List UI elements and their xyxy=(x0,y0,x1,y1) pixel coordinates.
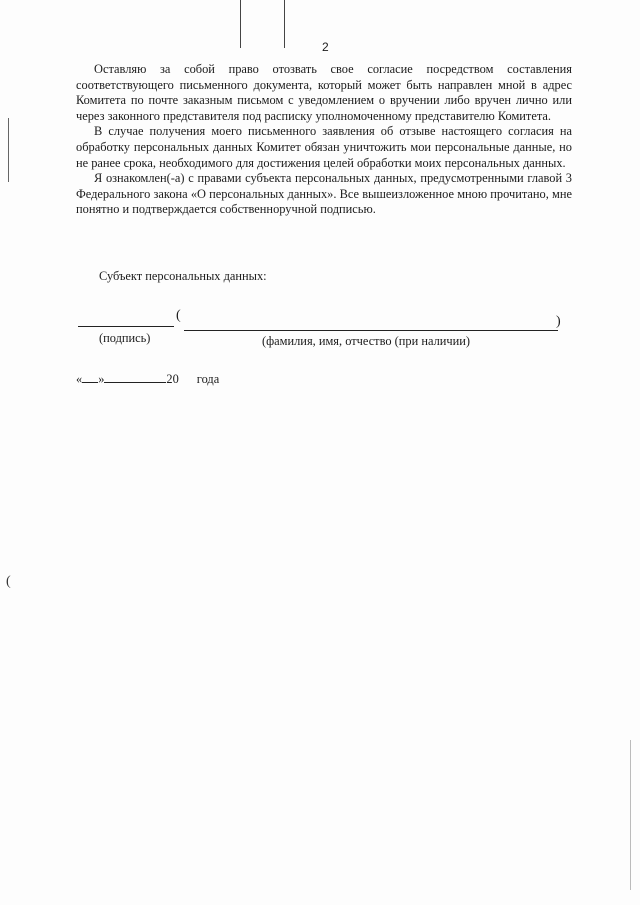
date-line xyxy=(76,372,219,387)
paragraph-acknowledgement: Я ознакомлен(-а) с правами субъекта персональных данных, предусмотренными главой 3 Федерального закона «О персональных данных». Все вышеизложенное мною прочитано, мне понятно и подтверждается собственноручной подписью. xyxy=(76,171,572,217)
year-suffix: года xyxy=(196,372,220,386)
scan-artifact-line xyxy=(630,740,631,890)
subject-label: Субъект персональных данных: xyxy=(99,269,267,283)
consent-body xyxy=(76,62,572,218)
year-blank xyxy=(179,373,197,383)
page-number: 2 xyxy=(322,40,329,54)
full-name-line xyxy=(184,330,558,331)
full-name-caption: (фамилия, имя, отчество (при наличии) xyxy=(262,334,471,348)
name-open-paren: ( xyxy=(176,308,181,323)
scan-artifact-line xyxy=(8,118,9,182)
date-close-quote: » xyxy=(98,372,105,386)
name-close-paren: ) xyxy=(556,314,561,329)
day-blank xyxy=(82,372,98,383)
signature-line xyxy=(78,326,174,327)
date-open-quote: « xyxy=(76,372,83,386)
scan-artifact-line xyxy=(284,0,285,48)
paragraph-withdrawal: Оставляю за собой право отозвать свое согласие посредством составления соответствующего письменного документа, который может быть направлен мной в адрес Комитета по почте заказным письмом с уведомлением о вручении либо вручен лично или через законного представителя под расписку уполномоченному представителю Комитета. xyxy=(76,62,572,123)
scan-artifact-line xyxy=(240,0,241,48)
paragraph-destruction: В случае получения моего письменного заявления об отзыве настоящего согласия на обработку персональных данных Комитет обязан уничтожить мои персональные данные, но не ранее срока, необходимого для достижения целей обработки моих персональных данных. xyxy=(76,124,572,170)
month-blank xyxy=(104,372,166,383)
year-prefix: 20 xyxy=(166,372,179,386)
left-margin-bracket: ( xyxy=(6,574,11,589)
signature-caption: (подпись) xyxy=(99,331,151,345)
